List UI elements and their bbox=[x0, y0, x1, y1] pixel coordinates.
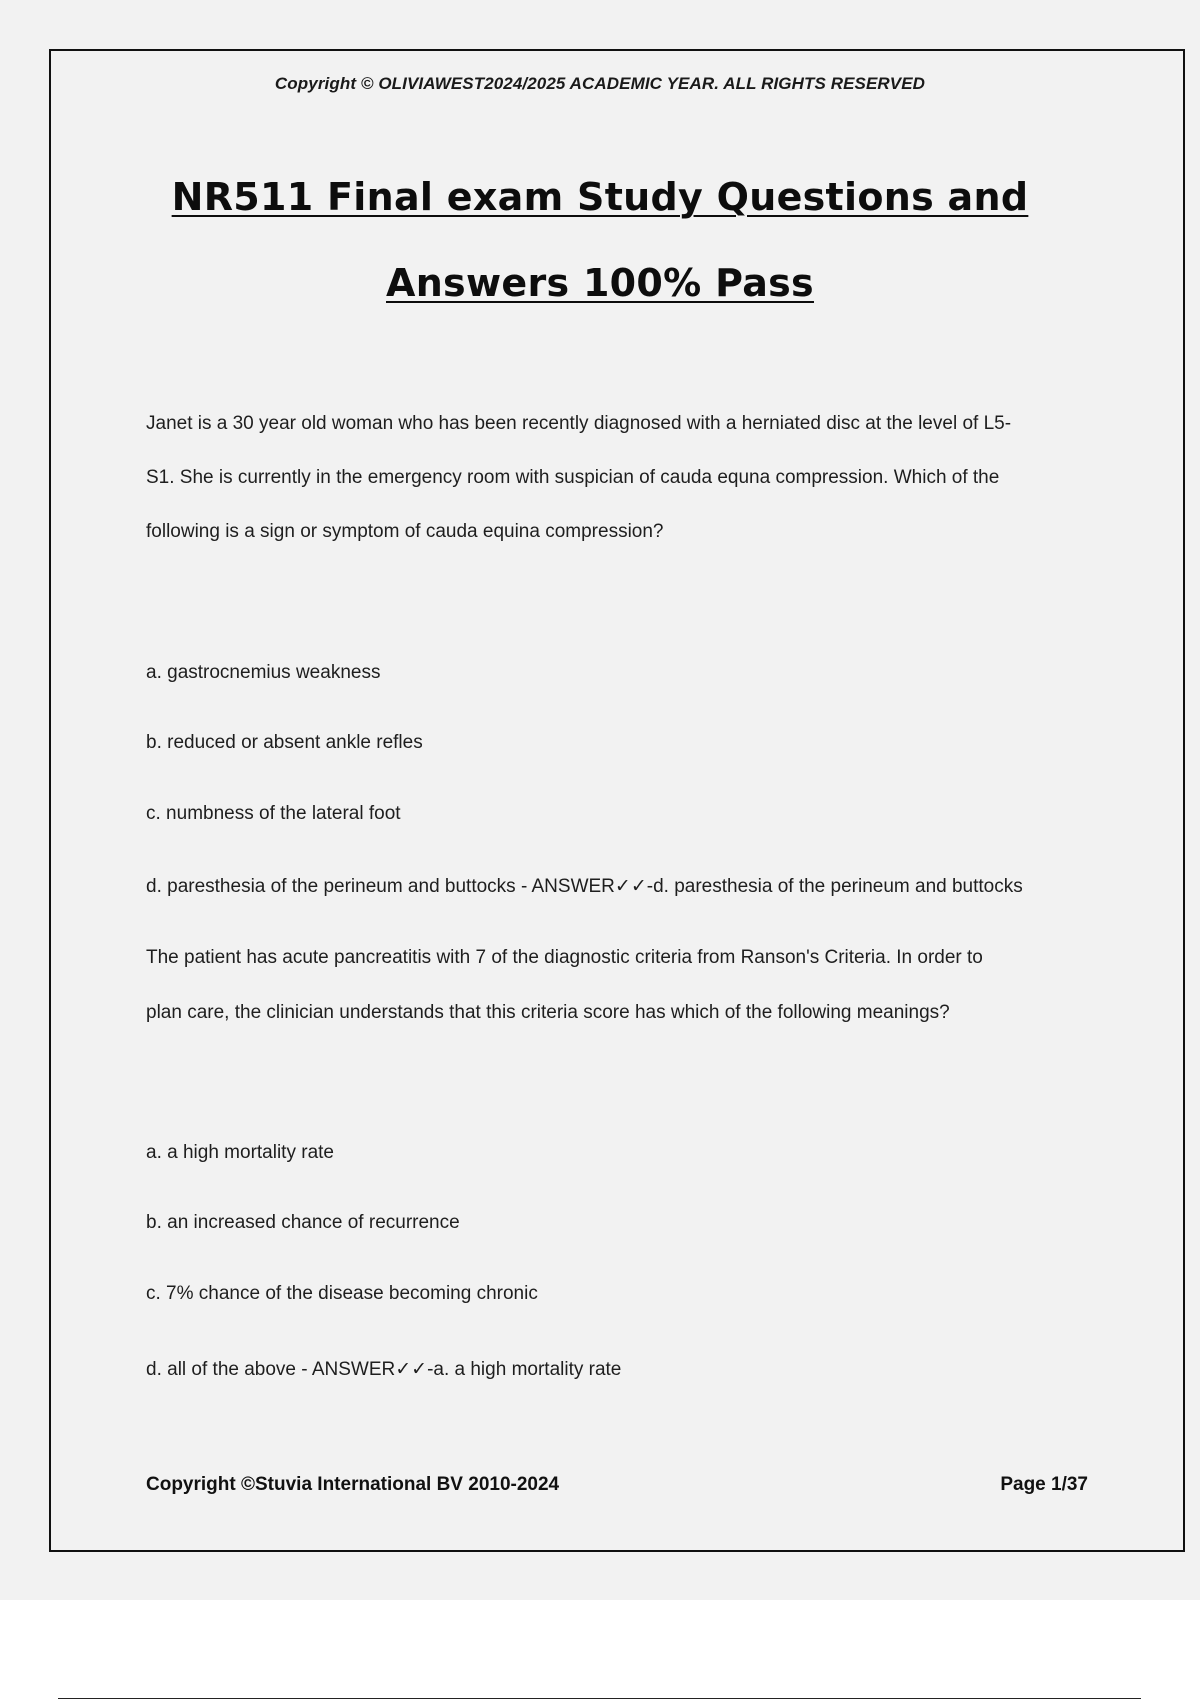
question-1-stem-line-1: Janet is a 30 year old woman who has been recently diagnosed with a herniated disc at the level of L5- bbox=[146, 413, 1012, 434]
next-page-top-rule bbox=[58, 1698, 1141, 1699]
document-title-line-2: Answers 100% Pass bbox=[386, 261, 814, 305]
question-2-option-a: a. a high mortality rate bbox=[146, 1142, 334, 1163]
question-1-stem-line-3: following is a sign or symptom of cauda equina compression? bbox=[146, 521, 664, 542]
question-2-option-b: b. an increased chance of recurrence bbox=[146, 1212, 460, 1233]
question-1-option-c: c. numbness of the lateral foot bbox=[146, 803, 401, 824]
question-2-option-c: c. 7% chance of the disease becoming chronic bbox=[146, 1283, 538, 1304]
document-title-line-1: NR511 Final exam Study Questions and bbox=[171, 175, 1029, 219]
page-number: Page 1/37 bbox=[1000, 1474, 1088, 1495]
header-copyright: Copyright © OLIVIAWEST2024/2025 ACADEMIC YEAR. ALL RIGHTS RESERVED bbox=[274, 74, 926, 93]
question-2-stem-line-1: The patient has acute pancreatitis with 7 of the diagnostic criteria from Ranson's Criteria. In order to bbox=[146, 947, 983, 968]
question-1-option-d-answer: d. paresthesia of the perineum and buttocks - ANSWER✓✓-d. paresthesia of the perineum and buttocks bbox=[146, 876, 1023, 897]
question-1-option-b: b. reduced or absent ankle refles bbox=[146, 732, 423, 753]
question-2-option-d-answer: d. all of the above - ANSWER✓✓-a. a high mortality rate bbox=[146, 1359, 622, 1380]
question-1-option-a: a. gastrocnemius weakness bbox=[146, 662, 381, 683]
question-1-stem-line-2: S1. She is currently in the emergency room with suspician of cauda equna compression. Which of the bbox=[146, 467, 1000, 488]
question-2-stem-line-2: plan care, the clinician understands that this criteria score has which of the following meanings? bbox=[146, 1002, 950, 1023]
footer-copyright: Copyright ©Stuvia International BV 2010-2024 bbox=[146, 1474, 560, 1495]
